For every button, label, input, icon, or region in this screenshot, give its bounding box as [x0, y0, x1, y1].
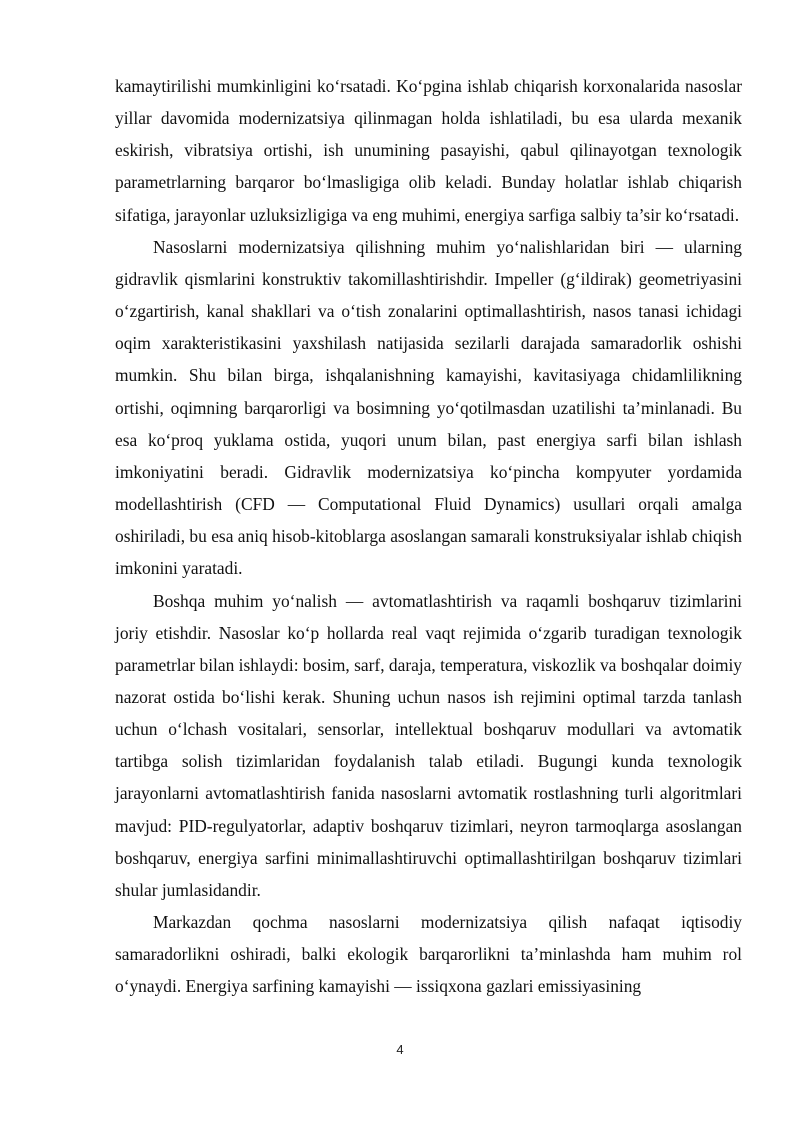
- paragraph-ecology: Markazdan qochma nasoslarni modernizatsiya qilish nafaqat iqtisodiy samaradorlikni oshiradi, balki ekologik barqarorlikni ta’minlashda ham muhim rol o‘ynaydi. Energiya sarfining kamayishi — issiqxona gazlari emissiyasining: [115, 912, 742, 997]
- paragraph-automation: Boshqa muhim yo‘nalish — avtomatlashtirish va raqamli boshqaruv tizimlarini joriy etishdir. Nasoslar ko‘p hollarda real vaqt rejimida o‘zgarib turadigan texnologik parametrlar bilan ishlaydi: bosim, sarf, daraja, temperatura, viskozlik va boshqalar doimiy nazorat ostida bo‘lishi kerak. Shuning uchun nasos ish rejimini optimal tarzda tanlash uchun o‘lchash vositalari, sensorlar, intellektual boshqaruv modullari va avtomatik tartibga solish tizimlaridan foydalanish talab etiladi. Bugungi kunda texnologik jarayonlarni avtomatlashtirish fanida nasoslarni avtomatik rostlashning turli algoritmlari mavjud: PID-regulyatorlar, adaptiv boshqaruv tizimlari, neyron tarmoqlarga asoslangan boshqaruv, energiya sarfini minimallashtiruvchi optimallashtirilgan boshqaruv tizimlari shular jumlasidandir.: [115, 590, 742, 900]
- document-body: [115, 70, 742, 1003]
- paragraph-continuation: kamaytirilishi mumkinligini ko‘rsatadi. Ko‘pgina ishlab chiqarish korxonalarida nasoslar yillar davomida modernizatsiya qilinmagan holda ishlatiladi, bu esa ularda mexanik eskirish, vibratsiya ortishi, ish unumining pasayishi, qabul qilinayotgan texnologik parametrlarning barqaror bo‘lmasligiga olib keladi. Bunday holatlar ishlab chiqarish sifatiga, jarayonlar uzluksizligiga va eng muhimi, energiya sarfiga salbiy ta’sir ko‘rsatadi.: [115, 76, 742, 225]
- page-number: 4: [396, 1042, 404, 1057]
- paragraph-hydraulic-modernization: Nasoslarni modernizatsiya qilishning muhim yo‘nalishlaridan biri — ularning gidravlik qismlarini konstruktiv takomillashtirishdir. Impeller (g‘ildirak) geometriyasini o‘zgartirish, kanal shakllari va o‘tish zonalarini optimallashtirish, nasos tanasi ichidagi oqim xarakteristikasini yaxshilash natijasida sezilarli darajada samaradorlik oshishi mumkin. Shu bilan birga, ishqalanishning kamayishi, kavitasiyaga chidamlilikning ortishi, oqimning barqarorligi va bosimning yo‘qotilmasdan uzatilishi ta’minlanadi. Bu esa ko‘proq yuklama ostida, yuqori unum bilan, past energiya sarfi bilan ishlash imkoniyatini beradi. Gidravlik modernizatsiya ko‘pincha kompyuter yordamida modellashtirish (CFD — Computational Fluid Dynamics) usullari orqali amalga oshiriladi, bu esa aniq hisob-kitoblarga asoslangan samarali konstruksiyalar ishlab chiqish imkonini yaratadi.: [115, 236, 742, 579]
